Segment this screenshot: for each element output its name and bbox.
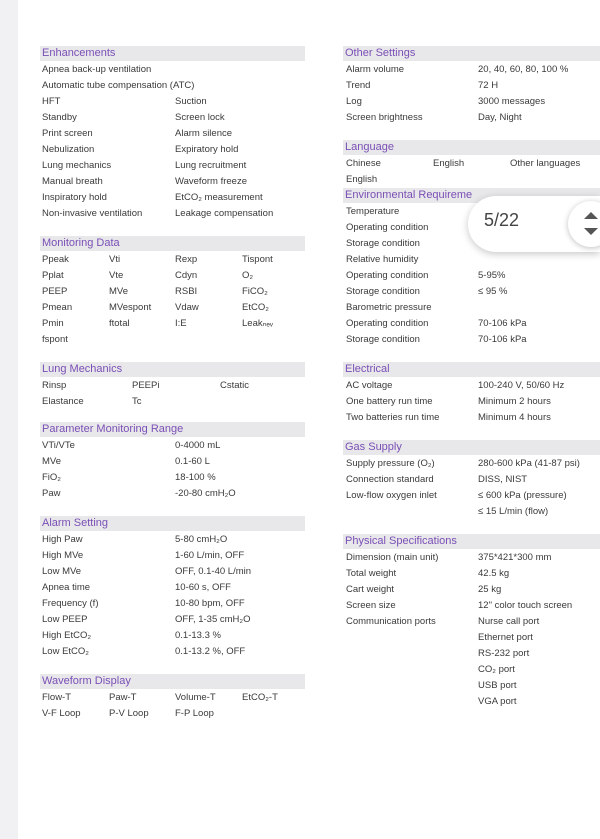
spec-label: Pmin [42, 318, 64, 329]
section-title: Electrical [343, 362, 600, 377]
section-title: Language [343, 140, 600, 155]
spec-value: 70-106 kPa [478, 318, 527, 329]
section-title: Waveform Display [40, 674, 305, 689]
spec-value: ftotal [109, 318, 130, 329]
spec-row [343, 110, 600, 126]
spec-value: Lung recruitment [175, 160, 247, 171]
section-physical [343, 534, 600, 710]
spec-value: 0.1-13.2 %, OFF [175, 646, 246, 657]
spec-row [40, 300, 305, 316]
spec-value: RSBI [175, 286, 198, 297]
spec-row [343, 504, 600, 520]
spec-label: Relative humidity [346, 254, 419, 265]
spec-row [40, 252, 305, 268]
section-title: Environmental Requireme [343, 188, 600, 203]
spec-value: 5-80 cmH₂O [175, 534, 228, 545]
spec-row [40, 470, 305, 486]
spec-label: Connection standard [346, 474, 434, 485]
spec-row [40, 78, 305, 94]
spec-value: 0-4000 mL [175, 440, 221, 451]
spec-row [343, 268, 600, 284]
spec-row [343, 582, 600, 598]
spec-row [343, 694, 600, 710]
spec-row [40, 158, 305, 174]
spec-row [40, 454, 305, 470]
spec-label: Temperature [346, 206, 400, 217]
spec-label: Elastance [42, 396, 84, 407]
spec-label: Non-invasive ventilation [42, 208, 143, 219]
spec-value: EtCO₂-T [242, 692, 278, 703]
spec-value: 18-100 % [175, 472, 216, 483]
spec-label: Pplat [42, 270, 64, 281]
spec-value: 12" color touch screen [478, 600, 573, 611]
spec-row [343, 378, 600, 394]
section-title: Monitoring Data [40, 236, 305, 251]
spec-value: 70-106 kPa [478, 334, 527, 345]
right-column [343, 46, 600, 710]
spec-row [40, 142, 305, 158]
spec-row [40, 284, 305, 300]
spec-value: I:E [175, 318, 187, 329]
spec-row [40, 332, 305, 348]
spec-label: fspont [42, 334, 68, 345]
spec-value: 100-240 V, 50/60 Hz [478, 380, 565, 391]
spec-value: 3000 messages [478, 96, 546, 107]
spec-row [40, 644, 305, 660]
spec-value: 0.1-60 L [175, 456, 210, 467]
spec-value: 25 kg [478, 584, 502, 595]
spec-label: Low-flow oxygen inlet [346, 490, 437, 501]
spec-value: Leakage compensation [175, 208, 274, 219]
spec-row [343, 410, 600, 426]
spec-row [343, 284, 600, 300]
section-monitoring [40, 236, 305, 348]
spec-value: Day, Night [478, 112, 522, 123]
spec-label: High EtCO₂ [42, 630, 92, 641]
spec-value: 0.1-13.3 % [175, 630, 221, 641]
spec-label: Communication ports [346, 616, 436, 627]
spec-row [40, 126, 305, 142]
spec-value: Minimum 2 hours [478, 396, 551, 407]
spec-label: Screen size [346, 600, 396, 611]
spec-row [40, 378, 305, 394]
spec-value: Vti [109, 254, 121, 265]
spec-label: Low MVe [42, 566, 82, 577]
spec-value: Tispont [242, 254, 273, 265]
spec-value: OFF, 0.1-40 L/min [175, 566, 252, 577]
spec-row [343, 332, 600, 348]
spec-value: Minimum 4 hours [478, 412, 551, 423]
spec-label: Dimension (main unit) [346, 552, 439, 563]
spec-label: Apnea time [42, 582, 91, 593]
spec-value: Vte [109, 270, 124, 281]
spec-value: 10-80 bpm, OFF [175, 598, 245, 609]
spec-value: 1-60 L/min, OFF [175, 550, 245, 561]
spec-label: Barometric pressure [346, 302, 432, 313]
spec-row [40, 110, 305, 126]
section-title: Gas Supply [343, 440, 600, 455]
spec-value: 375*421*300 mm [478, 552, 552, 563]
spec-value: 20, 40, 60, 80, 100 % [478, 64, 569, 75]
spec-row [343, 300, 600, 316]
spec-label: Supply pressure (O₂) [346, 458, 435, 469]
spec-label: Ppeak [42, 254, 69, 265]
spec-value: English [433, 158, 465, 169]
page-indicator [468, 196, 600, 252]
spec-label: Trend [346, 80, 371, 91]
spec-label: Print screen [42, 128, 93, 139]
spec-row [40, 628, 305, 644]
spec-label: Storage condition [346, 286, 420, 297]
spec-value: -20-80 cmH₂O [175, 488, 236, 499]
spec-value: Alarm silence [175, 128, 233, 139]
spec-label: Log [346, 96, 362, 107]
spec-value: Volume-T [175, 692, 216, 703]
spec-value: MVespont [109, 302, 152, 313]
spec-label: Alarm volume [346, 64, 405, 75]
spec-label: Low EtCO₂ [42, 646, 89, 657]
spec-row [343, 394, 600, 410]
spec-value: Ethernet port [478, 632, 533, 643]
spec-value: VGA port [478, 696, 517, 707]
spec-row [343, 488, 600, 504]
spec-row [40, 268, 305, 284]
spec-row [40, 690, 305, 706]
spec-label: Storage condition [346, 238, 420, 249]
spec-label: Frequency (f) [42, 598, 99, 609]
spec-value: ≤ 600 kPa (pressure) [478, 490, 567, 501]
spec-value: ≤ 15 L/min (flow) [478, 506, 549, 517]
spec-value: OFF, 1-35 cmH₂O [175, 614, 251, 625]
section-lung-mechanics [40, 362, 305, 410]
spec-label: MVe [42, 456, 62, 467]
spec-value: 5-95% [478, 270, 506, 281]
spec-label: Inspiratory hold [42, 192, 107, 203]
section-electrical [343, 362, 600, 426]
spec-value: PEEPi [132, 380, 160, 391]
spec-row [343, 316, 600, 332]
spec-row [40, 206, 305, 222]
left-column [40, 46, 305, 722]
spec-label: HFT [42, 96, 61, 107]
spec-label: Standby [42, 112, 77, 123]
spec-row [40, 532, 305, 548]
section-other-settings [343, 46, 600, 126]
spec-row [40, 62, 305, 78]
spec-text: Automatic tube compensation (ATC) [42, 80, 195, 91]
spec-value: P-V Loop [109, 708, 149, 719]
spec-value: Cdyn [175, 270, 198, 281]
arrow-up-icon[interactable] [584, 212, 598, 219]
spec-value: O₂ [242, 270, 254, 281]
spec-row [40, 548, 305, 564]
spec-value: F-P Loop [175, 708, 214, 719]
section-enhancements [40, 46, 305, 222]
spec-value: ≤ 95 % [478, 286, 508, 297]
spec-row [40, 94, 305, 110]
section-waveform [40, 674, 305, 722]
spec-label: Screen brightness [346, 112, 423, 123]
section-language [343, 140, 600, 188]
spec-row [343, 614, 600, 630]
spec-row [343, 456, 600, 472]
spec-value: EtCO₂ measurement [175, 192, 263, 203]
spec-row [343, 598, 600, 614]
spec-value: EtCO₂ [242, 302, 269, 313]
section-title: Physical Specifications [343, 534, 600, 549]
spec-label: Low PEEP [42, 614, 88, 625]
spec-value: 280-600 kPa (41-87 psi) [478, 458, 580, 469]
section-title: Alarm Setting [40, 516, 305, 531]
spec-label: VTi/VTe [42, 440, 75, 451]
spec-row [40, 612, 305, 628]
spec-value: CO₂ port [478, 664, 515, 675]
spec-label: AC voltage [346, 380, 393, 391]
spec-row [343, 630, 600, 646]
spec-row [343, 172, 600, 188]
spec-row [343, 78, 600, 94]
spec-row [343, 472, 600, 488]
spec-value: 10-60 s, OFF [175, 582, 231, 593]
spec-row [40, 564, 305, 580]
spec-value: Expiratory hold [175, 144, 239, 155]
spec-row [40, 190, 305, 206]
spec-value: Waveform freeze [175, 176, 247, 187]
spec-label: Nebulization [42, 144, 95, 155]
spec-value: Tc [132, 396, 142, 407]
spec-value: 42.5 kg [478, 568, 510, 579]
spec-label: Manual breath [42, 176, 103, 187]
section-param-range [40, 422, 305, 502]
spec-row [40, 486, 305, 502]
spec-value: 72 H [478, 80, 499, 91]
spec-label: Operating condition [346, 270, 429, 281]
spec-row [343, 550, 600, 566]
spec-label: Operating condition [346, 222, 429, 233]
spec-row [40, 580, 305, 596]
spec-label: Two batteries run time [346, 412, 440, 423]
spec-label: Operating condition [346, 318, 429, 329]
spec-label: PEEP [42, 286, 68, 297]
spec-label: High MVe [42, 550, 84, 561]
spec-row [40, 596, 305, 612]
spec-value: Screen lock [175, 112, 225, 123]
spec-row [40, 706, 305, 722]
spec-label: Flow-T [42, 692, 72, 703]
spec-label: Pmean [42, 302, 73, 313]
section-title: Lung Mechanics [40, 362, 305, 377]
spec-label: Paw [42, 488, 61, 499]
spec-label: FiO₂ [42, 472, 61, 483]
arrow-down-icon[interactable] [584, 228, 598, 235]
spec-label: Cart weight [346, 584, 395, 595]
spec-row [343, 156, 600, 172]
spec-label: Total weight [346, 568, 397, 579]
spec-row [40, 394, 305, 410]
spec-value: Paw-T [109, 692, 137, 703]
page-count: 5/22 [484, 210, 520, 230]
spec-value: Other languages [510, 158, 581, 169]
spec-value: USB port [478, 680, 517, 691]
spec-row [40, 316, 305, 332]
spec-value: MVe [109, 286, 129, 297]
spec-value: Leakₙₑᵥ [242, 318, 273, 329]
spec-value: DISS, NIST [478, 474, 528, 485]
spec-text: Apnea back-up ventilation [42, 64, 152, 75]
spec-row [343, 662, 600, 678]
spec-label: Rinsp [42, 380, 67, 391]
spec-value: Vdaw [175, 302, 199, 313]
section-alarm [40, 516, 305, 660]
section-title: Parameter Monitoring Range [40, 422, 305, 437]
section-gas-supply [343, 440, 600, 520]
spec-row [40, 438, 305, 454]
spec-row [343, 646, 600, 662]
spec-row [40, 174, 305, 190]
spec-label: English [346, 174, 378, 185]
spec-value: Suction [175, 96, 207, 107]
spec-label: Lung mechanics [42, 160, 112, 171]
spec-row [343, 678, 600, 694]
spec-value: Cstatic [220, 380, 250, 391]
spec-row [343, 566, 600, 582]
spec-row [343, 62, 600, 78]
spec-value: Nurse call port [478, 616, 540, 627]
spec-label: V-F Loop [42, 708, 81, 719]
spec-label: High Paw [42, 534, 83, 545]
spec-row [343, 94, 600, 110]
spec-value: Rexp [175, 254, 198, 265]
spec-value: FiCO₂ [242, 286, 268, 297]
spec-label: Chinese [346, 158, 381, 169]
section-title: Other Settings [343, 46, 600, 61]
section-title: Enhancements [40, 46, 305, 61]
spec-label: One battery run time [346, 396, 433, 407]
spec-row [343, 252, 600, 268]
spec-value: RS-232 port [478, 648, 530, 659]
page-nav-button[interactable] [568, 201, 600, 247]
spec-label: Storage condition [346, 334, 420, 345]
